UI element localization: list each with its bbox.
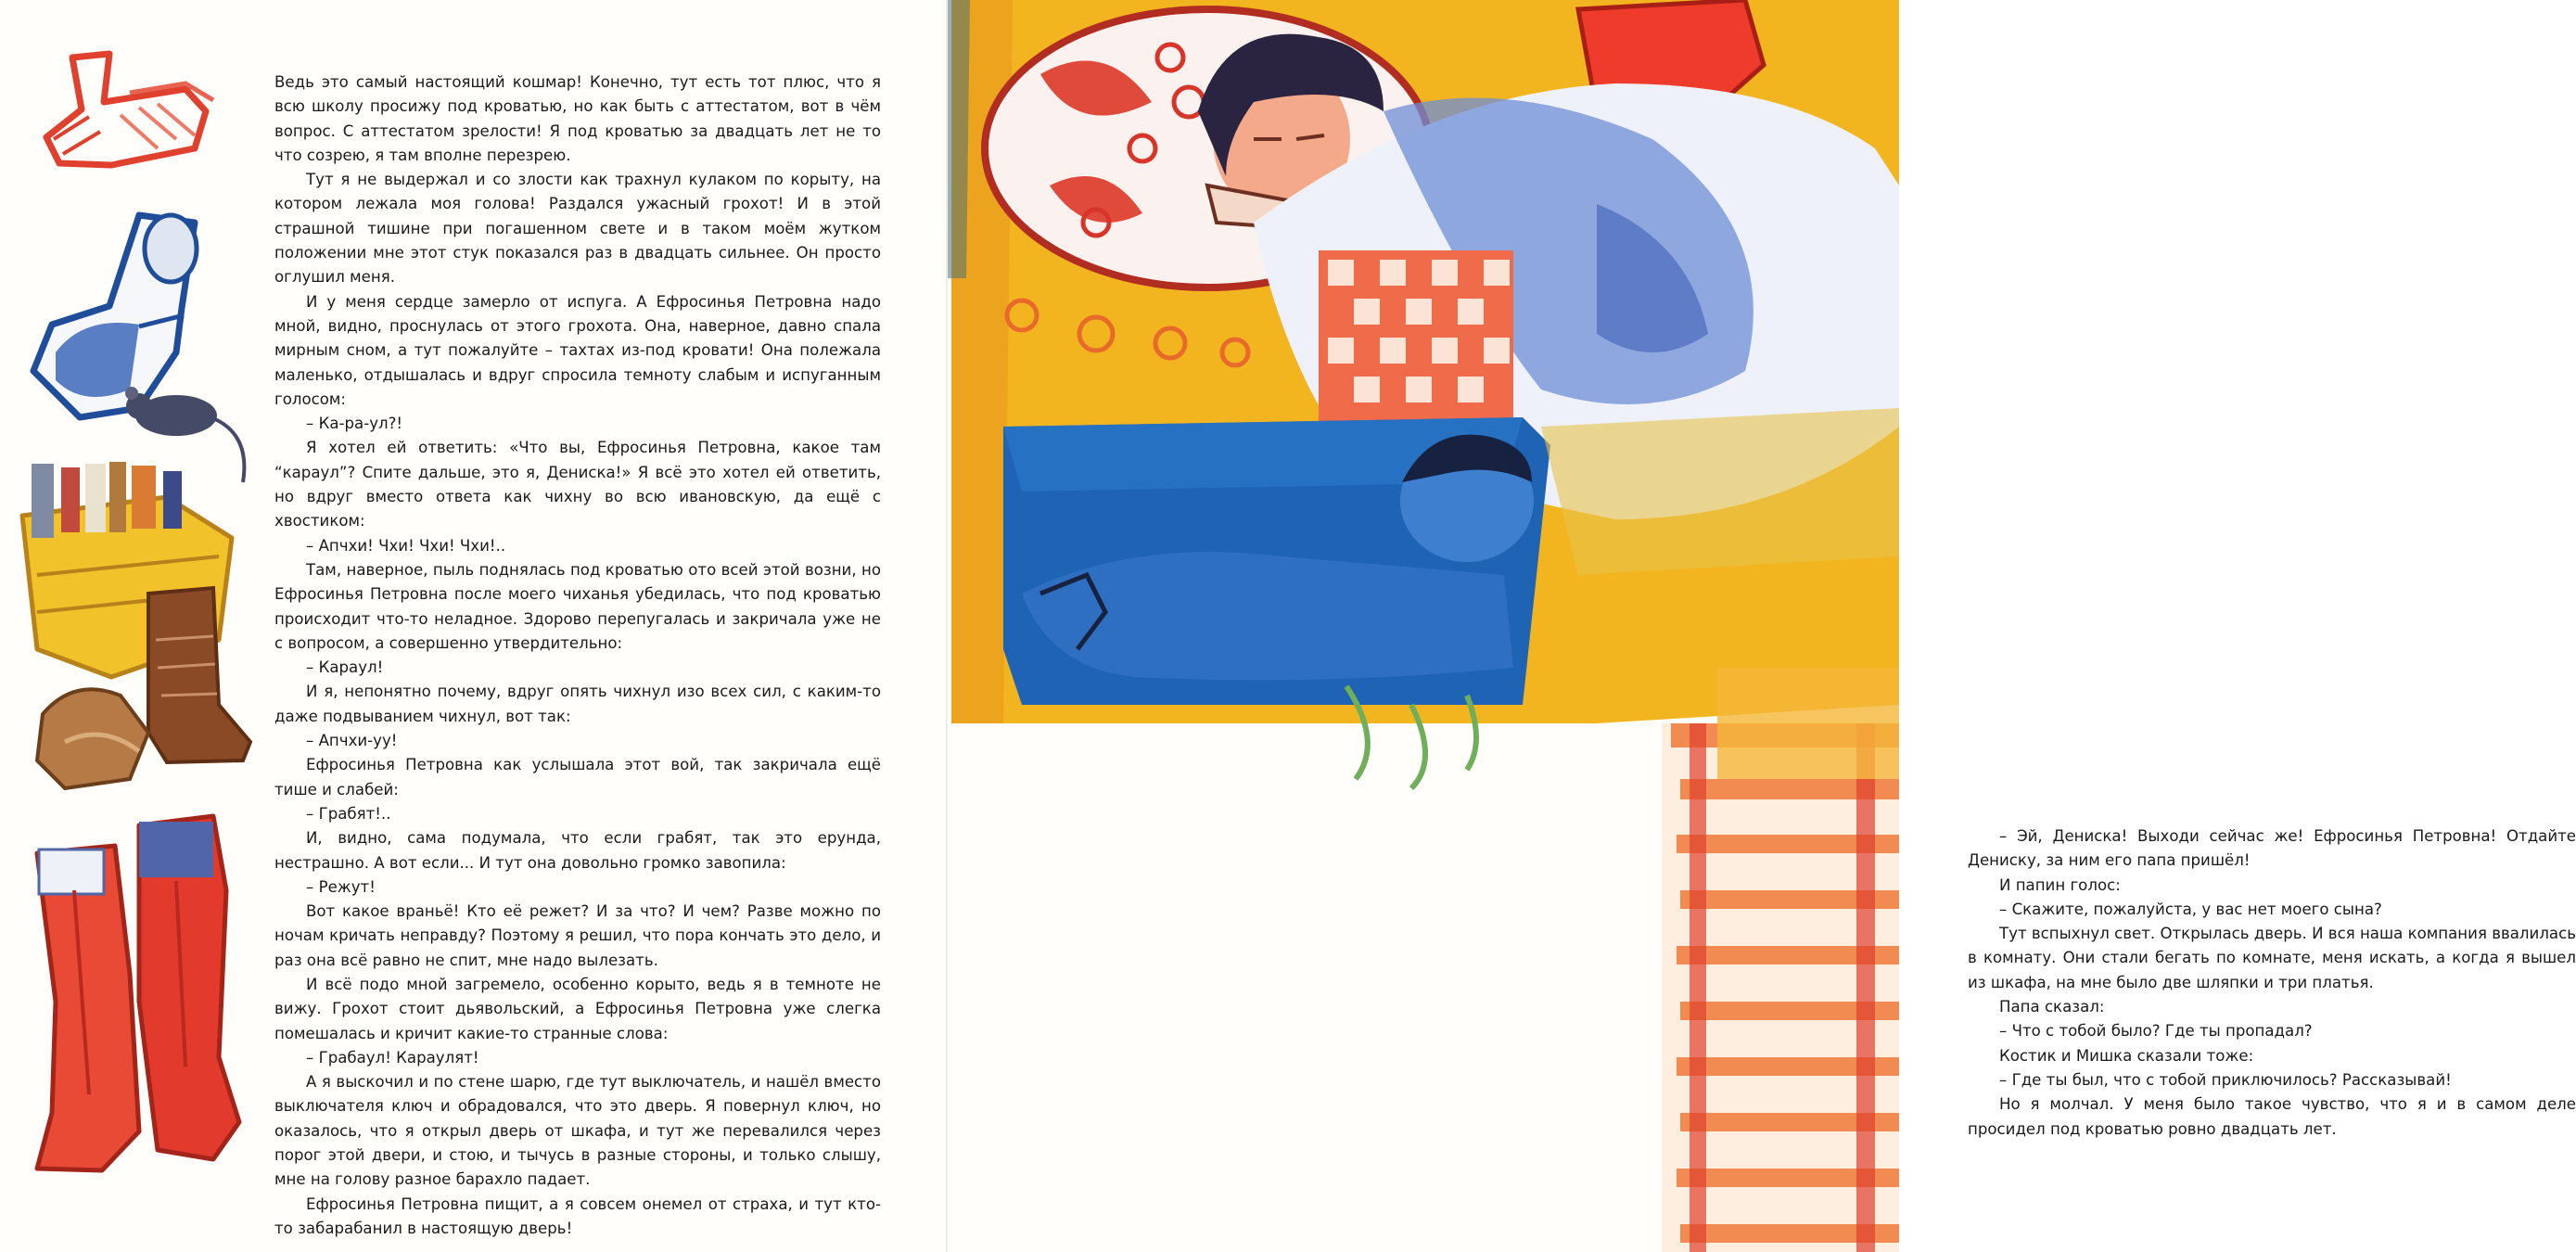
paragraph: Я хотел ей ответить: «Что вы, Ефросинья Петровна, какое там “караул”? Спите дальше, это я, Дениска!» Я всё это хотел ей ответить, но вдруг вместо ответа как чихну во всю ивановскую, да ещё с хвостиком: bbox=[274, 439, 881, 530]
paragraph: – Скажите, пожалуйста, у вас нет моего сына? bbox=[1999, 900, 2382, 918]
right-page bbox=[948, 0, 2576, 1252]
paragraph: – Караул! bbox=[306, 658, 384, 677]
paragraph: Тут вспыхнул свет. Открылась дверь. И вся наша компания ввалилась в комнату. Они стали бегать по комнате, меня искать, а когда я вышел из шкафа, на мне было две шляпки и три платья. bbox=[1968, 925, 2576, 991]
paragraph: Ведь это самый настоящий кошмар! Конечно, тут есть тот плюс, что я всю школу просижу под кроватью, но как быть с аттестатом, вот в чём вопрос. С аттестатом зрелости! Я под кроватью за двадцать лет не то что созрею, я там вполне перезрею. bbox=[274, 73, 881, 164]
paragraph: – Апчхи-уу! bbox=[306, 732, 398, 750]
bed-scene bbox=[948, 0, 1899, 1252]
paragraph: Тут я не выдержал и со злости как трахнул кулаком по корыту, на котором лежала моя голова! Раздался ужасный грохот! И в этой страшной тишине при погашенном свете и в таком моём жутком положении мне этот стук показался раз в двадцать сильнее. Он просто оглушил меня. bbox=[274, 171, 881, 287]
left-page bbox=[0, 0, 948, 1252]
boot-icon bbox=[33, 215, 197, 417]
paragraph: – Ка-ра-ул?! bbox=[306, 415, 403, 433]
paragraph: – Грабаул! Караулят! bbox=[306, 1048, 479, 1067]
paragraph: Вот какое враньё! Кто её режет? И за что? И чем? Разве можно по ночам кричать неправду? Поэтому я решил, что пора кончать это дело, и раз она всё равно не спит, мне надо вылезать. bbox=[274, 902, 881, 969]
paragraph: – Эй, Дениска! Выходи сейчас же! Ефросинья Петровна! Отдайте Дениску, за ним его папа пришёл! bbox=[1968, 827, 2576, 870]
paragraph: И у меня сердце замерло от испуга. А Ефросинья Петровна надо мной, видно, проснулась от этого грохота. Она, наверное, давно спала мирным сном, а тут пожалуйте – тахтах из-под кровати! Она полежала маленько, отдышалась и вдруг спросила темноту слабым и испуганным голосом: bbox=[274, 292, 881, 408]
left-page-text bbox=[274, 70, 881, 1241]
paragraph: Там, наверное, пыль поднялась под кроватью ото всей этой возни, но Ефросинья Петровна после моего чиханья убедилась, что под кроватью происходит что-то неладное. Здорово перепугалась и закричала уже не с вопросом, а совершенно утвердительно: bbox=[274, 560, 881, 652]
paragraph: – Грабят!.. bbox=[306, 804, 391, 823]
paragraph: И я, непонятно почему, вдруг опять чихнул изо всех сил, с каким-то даже подвыванием чихнул, вот так: bbox=[274, 683, 881, 725]
right-page-text bbox=[1968, 824, 2576, 1142]
paragraph: – Режут! bbox=[306, 877, 376, 896]
paragraph: И всё подо мной загремело, особенно корыто, ведь я в темноте не вижу. Грохот стоит дьявольский, а Ефросинья Петровна уже слегка помешалась и кричит какие-то странные слова: bbox=[274, 975, 881, 1042]
paragraph: Папа сказал: bbox=[1999, 998, 2105, 1016]
paragraph: Но я молчал. У меня было такое чувство, что я и в самом деле просидел под кроватью ровно двадцать лет. bbox=[1968, 1095, 2576, 1138]
paragraph: А я выскочил и по стене шарю, где тут выключатель, и нашёл вместо выключателя ключ и обрадовался, что это дверь. Я повернул ключ, но оказалось, что я открыл дверь от шкафа, и тут же перевалился через порог этой двери, и стою, и тычусь в разные стороны, и только слышу, мне на голову разное барахло падает. bbox=[274, 1073, 881, 1189]
paragraph: Ефросинья Петровна пищит, а я совсем онемел от страха, и тут кто-то забарабанил в настоящую дверь! bbox=[274, 1195, 881, 1237]
sock-icon bbox=[46, 54, 213, 165]
paragraph: – Где ты был, что с тобой приключилось? Рассказывай! bbox=[1999, 1070, 2452, 1089]
paragraph: – Апчхи! Чхи! Чхи! Чхи!.. bbox=[306, 536, 506, 555]
paragraph: – Что с тобой было? Где ты пропадал? bbox=[1999, 1022, 2313, 1041]
paragraph: И папин голос: bbox=[1999, 875, 2121, 894]
paragraph: И, видно, сама подумала, что если грабят, так это ерунда, нестрашно. А вот если... И тут она довольно громко завопила: bbox=[274, 829, 881, 872]
left-margin-illustrations bbox=[0, 0, 278, 1252]
red-boots-icon bbox=[37, 816, 239, 1170]
paragraph: Костик и Мишка сказали тоже: bbox=[1999, 1046, 2254, 1065]
paragraph: Ефросинья Петровна как услышала этот вой, так закричала ещё тише и слабей: bbox=[274, 756, 881, 798]
